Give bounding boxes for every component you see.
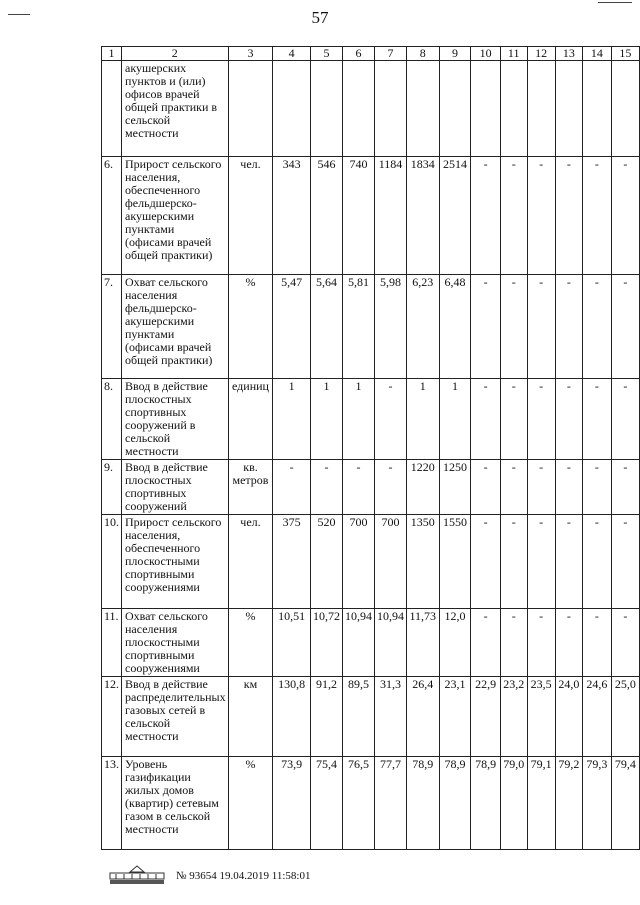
value-cell (310, 61, 342, 157)
indicator-name: Ввод в действие плоскостных спортивных сооружений (122, 460, 229, 515)
unit-cell: % (228, 275, 273, 379)
value-cell: 375 (273, 515, 311, 609)
value-cell: - (611, 379, 639, 460)
indicator-name: Прирост сельского населения, обеспеченного плоскостными спортивными сооружениями (122, 515, 229, 609)
value-cell: - (583, 275, 612, 379)
value-cell: 2514 (439, 157, 471, 275)
unit-cell: кв. метров (228, 460, 273, 515)
value-cell: 78,9 (471, 757, 501, 850)
header-cell: 15 (611, 47, 639, 61)
header-cell: 14 (583, 47, 612, 61)
value-cell: 25,0 (611, 677, 639, 757)
header-cell: 7 (374, 47, 406, 61)
value-cell: 78,9 (406, 757, 439, 850)
value-cell: 22,9 (471, 677, 501, 757)
value-cell: 6,23 (406, 275, 439, 379)
indicator-name: Прирост сельского населения, обеспеченного фельдшерско-акушерскими пунктами (офисами врачей общей практики) (122, 157, 229, 275)
value-cell (273, 61, 311, 157)
value-cell: - (500, 460, 527, 515)
unit-cell (228, 61, 273, 157)
value-cell: 75,4 (310, 757, 342, 850)
indicator-name: Охват сельского населения плоскостными спортивными сооружениями (122, 609, 229, 677)
value-cell: 1250 (439, 460, 471, 515)
header-cell: 11 (500, 47, 527, 61)
header-cell: 12 (527, 47, 555, 61)
header-cell: 10 (471, 47, 501, 61)
value-cell: - (583, 157, 612, 275)
row-number: 9. (102, 460, 122, 515)
value-cell: 77,7 (374, 757, 406, 850)
value-cell: 11,73 (406, 609, 439, 677)
value-cell: - (471, 275, 501, 379)
header-cell: 3 (228, 47, 273, 61)
value-cell: - (471, 379, 501, 460)
value-cell (374, 61, 406, 157)
value-cell (527, 61, 555, 157)
row-number: 8. (102, 379, 122, 460)
value-cell: - (500, 379, 527, 460)
value-cell: - (555, 515, 582, 609)
value-cell (611, 61, 639, 157)
value-cell: 5,81 (342, 275, 374, 379)
value-cell: 10,94 (342, 609, 374, 677)
value-cell: - (611, 460, 639, 515)
value-cell: - (583, 515, 612, 609)
unit-cell: единиц (228, 379, 273, 460)
value-cell: - (527, 275, 555, 379)
value-cell (439, 61, 471, 157)
value-cell: - (583, 379, 612, 460)
value-cell: 78,9 (439, 757, 471, 850)
value-cell: 10,72 (310, 609, 342, 677)
row-number: 6. (102, 157, 122, 275)
value-cell (500, 61, 527, 157)
header-cell: 4 (273, 47, 311, 61)
value-cell: 79,0 (500, 757, 527, 850)
value-cell: - (471, 609, 501, 677)
table-row (102, 515, 640, 609)
header-cell: 6 (342, 47, 374, 61)
header-cell: 13 (555, 47, 582, 61)
table-row (102, 677, 640, 757)
value-cell: 79,1 (527, 757, 555, 850)
value-cell: - (471, 460, 501, 515)
page-number: 57 (311, 8, 329, 27)
value-cell: 23,5 (527, 677, 555, 757)
value-cell (583, 61, 612, 157)
value-cell: - (611, 609, 639, 677)
value-cell: - (611, 157, 639, 275)
value-cell: 1220 (406, 460, 439, 515)
unit-cell: чел. (228, 157, 273, 275)
value-cell: - (342, 460, 374, 515)
value-cell: - (374, 460, 406, 515)
header-cell: 2 (122, 47, 229, 61)
value-cell: - (555, 157, 582, 275)
value-cell: 1350 (406, 515, 439, 609)
value-cell: - (555, 275, 582, 379)
indicator-name: Ввод в действие плоскостных спортивных сооружений в сельской местности (122, 379, 229, 460)
value-cell: - (583, 460, 612, 515)
value-cell: 5,47 (273, 275, 311, 379)
value-cell: - (611, 515, 639, 609)
value-cell: - (310, 460, 342, 515)
value-cell: 343 (273, 157, 311, 275)
indicator-name: Ввод в действие распределительных газовых сетей в сельской местности (122, 677, 229, 757)
value-cell: - (583, 609, 612, 677)
value-cell: 1 (439, 379, 471, 460)
scan-mark-right (598, 2, 632, 3)
value-cell: - (500, 609, 527, 677)
value-cell: 79,3 (583, 757, 612, 850)
value-cell: 26,4 (406, 677, 439, 757)
value-cell: 700 (342, 515, 374, 609)
table-row (102, 379, 640, 460)
value-cell: 73,9 (273, 757, 311, 850)
row-number: 13. (102, 757, 122, 850)
value-cell: - (527, 460, 555, 515)
value-cell: 546 (310, 157, 342, 275)
value-cell: - (527, 379, 555, 460)
value-cell: 1834 (406, 157, 439, 275)
header-cell: 9 (439, 47, 471, 61)
value-cell: 1 (406, 379, 439, 460)
value-cell: 76,5 (342, 757, 374, 850)
value-cell: 1184 (374, 157, 406, 275)
value-cell: - (374, 379, 406, 460)
value-cell: 24,6 (583, 677, 612, 757)
row-number: 10. (102, 515, 122, 609)
value-cell: 1 (342, 379, 374, 460)
unit-cell: км (228, 677, 273, 757)
value-cell: - (555, 609, 582, 677)
indicator-name: акушерских пунктов и (или) офисов врачей общей практики в сельской местности (122, 61, 229, 157)
value-cell: - (555, 460, 582, 515)
value-cell: 130,8 (273, 677, 311, 757)
value-cell: - (471, 157, 501, 275)
value-cell: 5,64 (310, 275, 342, 379)
value-cell: - (555, 379, 582, 460)
header-row (102, 47, 640, 61)
header-cell: 5 (310, 47, 342, 61)
table-row (102, 460, 640, 515)
value-cell: 91,2 (310, 677, 342, 757)
value-cell: 10,94 (374, 609, 406, 677)
header-cell: 1 (102, 47, 122, 61)
value-cell: 1 (310, 379, 342, 460)
row-number: 12. (102, 677, 122, 757)
header-cell: 8 (406, 47, 439, 61)
value-cell: 89,5 (342, 677, 374, 757)
table-row (102, 609, 640, 677)
scan-mark-left (8, 14, 30, 15)
value-cell (471, 61, 501, 157)
indicators-table (101, 46, 640, 850)
table-row (102, 757, 640, 850)
value-cell: 23,1 (439, 677, 471, 757)
value-cell: - (500, 275, 527, 379)
value-cell: - (500, 157, 527, 275)
value-cell: 23,2 (500, 677, 527, 757)
value-cell: 79,4 (611, 757, 639, 850)
value-cell: - (527, 515, 555, 609)
unit-cell: % (228, 757, 273, 850)
value-cell: 6,48 (439, 275, 471, 379)
value-cell: 740 (342, 157, 374, 275)
document-registration-text: № 93654 19.04.2019 11:58:01 (176, 870, 311, 882)
unit-cell: % (228, 609, 273, 677)
value-cell: - (527, 609, 555, 677)
row-number: 11. (102, 609, 122, 677)
value-cell: - (527, 157, 555, 275)
value-cell: 1 (273, 379, 311, 460)
table-row (102, 61, 640, 157)
value-cell: 79,2 (555, 757, 582, 850)
value-cell (555, 61, 582, 157)
value-cell: 12,0 (439, 609, 471, 677)
value-cell: - (273, 460, 311, 515)
value-cell: 5,98 (374, 275, 406, 379)
value-cell: - (500, 515, 527, 609)
value-cell: 10,51 (273, 609, 311, 677)
table-row (102, 157, 640, 275)
registry-stamp-icon (108, 864, 166, 886)
value-cell (342, 61, 374, 157)
value-cell: 1550 (439, 515, 471, 609)
value-cell: 31,3 (374, 677, 406, 757)
value-cell: 520 (310, 515, 342, 609)
row-number: 7. (102, 275, 122, 379)
value-cell: - (611, 275, 639, 379)
value-cell: - (471, 515, 501, 609)
row-number (102, 61, 122, 157)
value-cell: 24,0 (555, 677, 582, 757)
unit-cell: чел. (228, 515, 273, 609)
indicator-name: Уровень газификации жилых домов (квартир) сетевым газом в сельской местности (122, 757, 229, 850)
value-cell: 700 (374, 515, 406, 609)
value-cell (406, 61, 439, 157)
indicator-name: Охват сельского населения фельдшерско-акушерскими пунктами (офисами врачей общей практики) (122, 275, 229, 379)
table-row (102, 275, 640, 379)
